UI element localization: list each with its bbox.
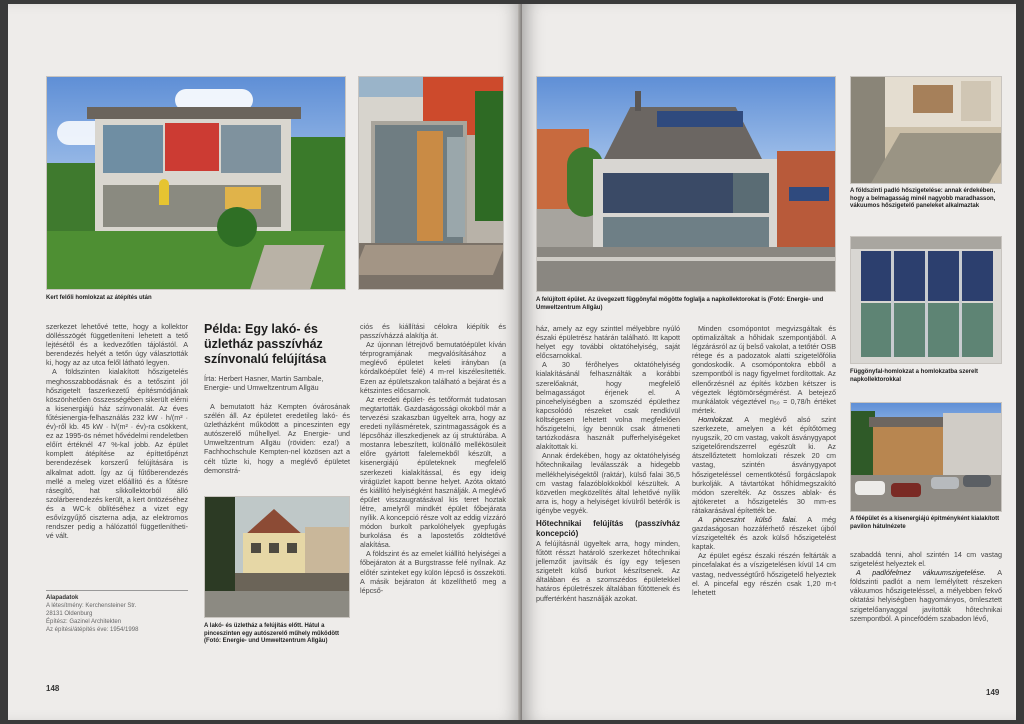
paragraph: ciós és kiállítási célokra kiépítik és passzívházzá alakítja át. [360, 322, 506, 341]
paragraph: A 30 férőhelyes oktatóhelyiség kialakításánál felhasználták a korábbi szerelőaknát, hogy megfelelő belmagasságot érjenek el. A pincehelyiségben a szomszéd épülethez kapcsolódó részeket csak rendkívül költségesen lehetett volna megfelelően hőszigetelni, így bennük csak átmeneti tartózkodásra használt pufferhelyiségeket alakítottak ki. [536, 360, 680, 452]
paragraph: A meglévő alsó szint szerkezete, amelyen a két építőtömeg nyugszik, 20 cm vastag, vakolt ásványgyapot szigetelőrendszerrel egészült ki. Az átszellőztetett homlokzati részek 20 cm vastag, szintén ásványgyapot hőszigeteléssel cementkötésű forgácslapok burkolják. A távtartókat hőhídmegszakító módon szerelték. Az összes ablak- és ajtókeretet a hőszigetelés 30 mm-es rátakarásával építették be. [692, 414, 836, 515]
magazine-spread [8, 4, 1016, 720]
photo-renovated-building [536, 76, 836, 292]
right-column-2 [692, 324, 836, 597]
caption-before-renovation: A lakó- és üzletház a felújítás előtt. Hátul a pinceszinten egy autószerelő műhely működött (Fotó: Energie- und Umweltzentrum Allgäu) [204, 623, 340, 644]
photo-rear-view [850, 402, 1002, 512]
paragraph: A bemutatott ház Kempten óvárosának szélén áll. Az épületet eredetileg lakó- és üzletházként működött a pinceszinten egy autószerelő műhellyel. Az Energie- und Umweltzentrum Allgäu (röviden: eza!) a Fachhochschule Kempten-nel közösen azt a célt tűzte ki, hogy a meglévő épületet demonstrá- [204, 402, 350, 475]
left-column-2 [204, 402, 350, 475]
right-column-3 [850, 550, 1002, 623]
paragraph: A felújításnál ügyeltek arra, hogy minden, fűtött résszt határoló szerkezet hőtechnikai jellemzőit javítsák és így egy teljesen szigetelt külső burkot készítsenek. Az általában és a szomszédos épületekkel határos épületrészek általában fűtöttenek és puffertérként használják azokat. [536, 538, 680, 603]
caption-floor-insulation: A földszinti padló hőszigetelése: annak érdekében, hogy a belmagasság minél nagyobb maradhasson, vákuumos hőszigetelő paneleket alkalmaztak [850, 188, 996, 209]
info-line: Építész: Gazinel Architekten [46, 619, 122, 625]
section-heading: Hőtechnikai felújítás (passzívház koncepció) [536, 518, 680, 538]
left-column-3 [360, 322, 506, 595]
paragraph: szabaddá tenni, ahol szintén 14 cm vastag szigetelést helyeztek el. [850, 550, 1002, 569]
info-line: A létesítmény: Kerchensteiner Str. [46, 603, 137, 609]
photo-before-renovation [204, 496, 350, 618]
article-authors: Írta: Herbert Hasner, Martin Sambale, Energie- und Umweltzentrum Allgäu [204, 374, 324, 393]
info-line: Az építési/átépítés éve: 1954/1998 [46, 627, 139, 633]
caption-rear-view: A főépület és a kisenergiájú épitményként kialakított pavilon hátulnézete [850, 516, 1000, 530]
paragraph: A földszinti padlót a nem lemélyített részeken vákuumos hőszigeteléssel, a mélyebben fekvő oktatási helyiségben hagyományos, ömlesztett szigetelőanyaggal javították hőtechnikai szempontból. A pincefödém szabadon lévő, [850, 568, 1002, 623]
article-title: Példa: Egy lakó- és üzletház passzívház színvonalú felújítása [204, 322, 327, 366]
caption-curtain-wall: Függönyfal-homlokzat a homlokzatba szerelt napkollektorokkal [850, 369, 979, 383]
left-column-1 [46, 322, 188, 540]
photo-garden-facade [46, 76, 346, 290]
page-number-right: 149 [986, 688, 1000, 697]
left-page [8, 4, 522, 720]
paragraph: Az eredeti épület- és tetőformát tudatosan megtartották. Gazdaságossági okokból már a tervezési szakaszban ügyeltek arra, hogy az eredeti nyílásméretek, szintmagasságok és a lépcsőház illeszkedjenek az új struktúrába. A mostanra lebeszített, különálló mellékösüleit előre gyártott falelemekből készült, a kisenergiájú épületeknek megfelelő szerkezeti kialakítással, és egy ideig virágüzlet kapott benne helyet. Azóta oktató és kiállító helyiségként használják. A meglévő épület visszaugratásával kis teret hoztak létre, amelyről mindkét épület főbejárata nyílik. A koncepció része volt az eddig vízzáró módon burkolt parkolóhelyek gyepfugás burkolása és a lapostetős zöldtetővé alakítása. [360, 394, 506, 550]
photo-curtain-wall [850, 236, 1002, 364]
caption-renovated-building: A felújított épület. Az üvegezett függönyfal mögötte foglalja a napkollektorokat is (Fotó: Energie- und Umweltzentrum Allgäu) [536, 297, 824, 311]
paragraph-lead: A padlófelmez vákuumszigetelése. [856, 568, 986, 578]
caption-garden-facade: Kert felőli homlokzat az átépítés után [46, 295, 152, 301]
paragraph: Az újonnan létrejövő bemutatóépület kíván térprogramjának megvalósításához a meglévő épületet keleti irányban (a kórdalköépület felé) 4 m-rel kiszélesítették. Ezen az épületszakon található a bejárat és a kétszintes előcsarnok. [360, 340, 506, 395]
paragraph: A még gazdaságosan hozzáférhető részeket újból vízszigetelték és azok külső hőszigetelést kaptak. [692, 514, 836, 552]
right-column-1 [536, 324, 680, 603]
right-page [522, 4, 1016, 720]
paragraph-lead: Homlokzat. [698, 414, 734, 424]
paragraph: A földszinten kialakított hőszigetelés meghosszabbodásnak és a tetőszint jól hőszigetelt faszerkezetű építésmódjának köszönhetően összességében sikerült elérni a kisenergiájú ház színvonalát. Az éves fűtésienergia-felhasználás 232 kW · h/(m² · év)-ről kb. 45 kW · h/(m² · év)-ra csökkent, ez az 1995-ös német hővédelmi rendeletben előírt értéknél 47 %-kal jobb. Az épület komplett átépítése az építtetőpénzt berendezések korszerű felújítására is alkalmat adott. Így az új fűtőberendezés mellé a meleg vizet előállító és a fűtésre rásegítő, hat síkkollektorból álló szolárberendezés került, a kert öntözéséhez és a WC-k öblítéséhez a vizet egy esővízgyűjtő ciszterna adja, az elektromos rendszer pedig a hálózattól függetlenítheti-vé vált. [46, 367, 188, 541]
paragraph: A földszint és az emelet kiállító helyiségei a főbejáraton át a Burgstrasse felé nyílnak. Az előtér szinteket egy külön lépcső is összeköti. A másik bejáraton át közelíthető meg a lépcső- [360, 549, 506, 595]
info-line: 28131 Oldenburg [46, 611, 93, 617]
paragraph: Az épület egész északi részén feltárták a pincefalakat és a víszigetelésen kívül 14 cm vastag, nedvességtűrő hőszigetelő helyeztek el. A pincefal egy részén csak 1,20 m-t lehetett [692, 551, 836, 597]
info-box-heading: Alapadatok [46, 595, 79, 601]
photo-floor-insulation [850, 76, 1002, 184]
paragraph-lead: A pinceszint külső falai. [698, 514, 798, 524]
page-number-left: 148 [46, 684, 60, 693]
paragraph: Annak érdekében, hogy az oktatóhelyiség hőtechnikailag leválasszák a hidegebb mellékhelyiségektől (raktár), külső falai 36,5 cm vastag falazóblokkokból készültek. A közvetlen megközelítés által lehetővé nyílik arra is, hogy a helyiséget kívülről betérők is igénybe vegyék. [536, 451, 680, 515]
info-box [46, 590, 188, 634]
paragraph: Minden csomópontot megvizsgáltak és optimalizáltak a hőhidak szempontjából. A légzárásról az új belső vakolat, a tetőtér OSB rétege és a padozatok alatti szigetelőfólia gondoskodik. A csomópontokra ebből a szempontból is nagy figyelmet fordítottak. Az ellenőrzésnél az építés közben kétszer is végeztek légtömörségmérést. A betejező munkálatok végeztével n₅₀ = 0,78/h értéket mértek. [692, 324, 836, 415]
paragraph: ház, amely az egy szinttel mélyebbre nyúló északi épületrész határán található. Itt kapott helyet egy további oktatóhelyiség, saját előcsarnokkal. [536, 324, 680, 361]
paragraph: szerkezet lehetővé tette, hogy a kollektor döllésszögét függetleníteni lehetett a tető lejtésétől és a kedvezőtlen tájolástól. A berendezés helyét a tetőn úgy választották ki, hogy az az utca felől látható legyen. [46, 322, 188, 368]
photo-entrance-detail [358, 76, 504, 290]
